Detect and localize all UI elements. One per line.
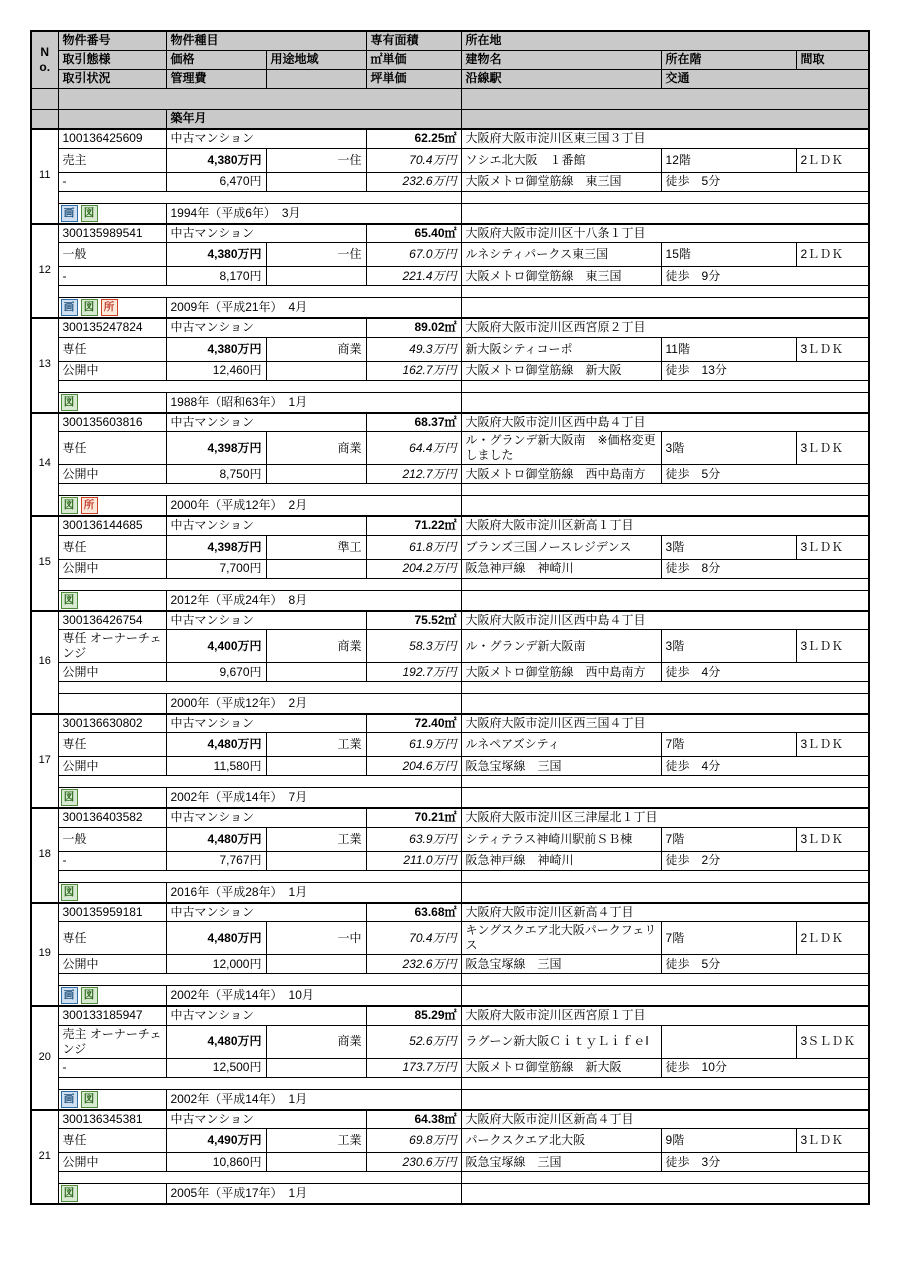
built-spacer [461, 1089, 869, 1110]
management-fee: 8,750円 [166, 465, 266, 484]
layout: 2ＬＤＫ [796, 148, 869, 172]
status: - [58, 1058, 166, 1077]
header-spacer-right [461, 88, 869, 109]
zone-empty [266, 757, 366, 776]
sqm-price: 52.6万円 [366, 1025, 461, 1058]
layout: 3ＬＤＫ [796, 1129, 869, 1153]
area-value: 68.37㎡ [366, 413, 461, 432]
row-no: 20 [31, 1006, 58, 1110]
zone-empty [266, 663, 366, 682]
management-fee: 7,700円 [166, 559, 266, 578]
transit: 徒歩 5分 [661, 172, 869, 191]
header-no-spacer-2 [31, 109, 58, 129]
transit: 徒歩 13分 [661, 361, 869, 380]
price: 4,480万円 [166, 922, 266, 955]
icon-cell [58, 392, 166, 413]
price: 4,398万円 [166, 535, 266, 559]
transit: 徒歩 2分 [661, 851, 869, 870]
header-built: 築年月 [166, 109, 461, 129]
header-property-type: 物件種目 [166, 31, 366, 50]
management-fee: 9,670円 [166, 663, 266, 682]
address: 大阪府大阪市淀川区西宮原２丁目 [461, 318, 869, 337]
header-property-number: 物件番号 [58, 31, 166, 50]
built-date: 1994年（平成6年） 3月 [166, 203, 461, 224]
property-number: 300136403582 [58, 808, 166, 827]
address: 大阪府大阪市淀川区西三国４丁目 [461, 714, 869, 733]
property-number: 300135603816 [58, 413, 166, 432]
built-spacer [461, 590, 869, 611]
area-value: 64.38㎡ [366, 1110, 461, 1129]
property-number: 300136630802 [58, 714, 166, 733]
image-icon[interactable]: 画 [61, 987, 78, 1004]
zone: 商業 [266, 630, 366, 663]
icon-cell [58, 298, 166, 319]
status: - [58, 172, 166, 191]
header-price: 価格 [166, 50, 266, 69]
built-spacer [461, 694, 869, 714]
building-name: ソシエ北大阪 １番館 [461, 148, 661, 172]
built-date: 2000年（平成12年） 2月 [166, 496, 461, 517]
zone-empty [266, 465, 366, 484]
row-no: 18 [31, 808, 58, 903]
transaction-type: 専任 [58, 432, 166, 465]
layout: 3ＬＤＫ [796, 535, 869, 559]
header-tsubo-price: 坪単価 [366, 69, 461, 88]
property-number: 100136425609 [58, 129, 166, 148]
building-name: キングスクエア北大阪パークフェリス [461, 922, 661, 955]
floor: 9階 [661, 1129, 796, 1153]
address: 大阪府大阪市淀川区西宮原１丁目 [461, 1006, 869, 1025]
zone: 一中 [266, 922, 366, 955]
zone-empty [266, 267, 366, 286]
transit: 徒歩 5分 [661, 465, 869, 484]
built-spacer [461, 203, 869, 224]
management-fee: 6,470円 [166, 172, 266, 191]
status: 公開中 [58, 465, 166, 484]
property-type: 中古マンション [166, 714, 366, 733]
transaction-type: 専任 [58, 1129, 166, 1153]
building-name: ラグーン新大阪ＣｉｔｙＬｉｆｅⅠ [461, 1025, 661, 1058]
status: 公開中 [58, 361, 166, 380]
built-date: 2009年（平成21年） 4月 [166, 298, 461, 319]
property-type: 中古マンション [166, 611, 366, 630]
area-value: 65.40㎡ [366, 224, 461, 243]
spacer-right [461, 776, 869, 788]
tsubo-price: 192.7万円 [366, 663, 461, 682]
map-icon[interactable]: 図 [81, 205, 98, 222]
layout: 3ＬＤＫ [796, 733, 869, 757]
status: - [58, 851, 166, 870]
spacer-right [461, 1077, 869, 1089]
property-number: 300136426754 [58, 611, 166, 630]
row-no: 11 [31, 129, 58, 224]
tsubo-price: 204.2万円 [366, 559, 461, 578]
property-number: 300135989541 [58, 224, 166, 243]
built-spacer [461, 298, 869, 319]
sqm-price: 49.3万円 [366, 337, 461, 361]
spacer-left [58, 578, 461, 590]
sqm-price: 63.9万円 [366, 827, 461, 851]
spacer-right [461, 191, 869, 203]
price: 4,380万円 [166, 337, 266, 361]
header-floor: 所在階 [661, 50, 796, 69]
status: 公開中 [58, 1153, 166, 1172]
row-no: 13 [31, 318, 58, 413]
image-icon[interactable]: 画 [61, 205, 78, 222]
zone: 準工 [266, 535, 366, 559]
image-icon[interactable]: 画 [61, 299, 78, 316]
area-value: 62.25㎡ [366, 129, 461, 148]
tsubo-price: 211.0万円 [366, 851, 461, 870]
management-fee: 11,580円 [166, 757, 266, 776]
transaction-type: 売主 [58, 148, 166, 172]
station: 大阪メトロ御堂筋線 西中島南方 [461, 465, 661, 484]
property-type: 中古マンション [166, 318, 366, 337]
header-address: 所在地 [461, 31, 869, 50]
built-spacer [461, 788, 869, 809]
header-zone: 用途地域 [266, 50, 366, 69]
price: 4,480万円 [166, 733, 266, 757]
row-no: 15 [31, 516, 58, 611]
floor: 7階 [661, 733, 796, 757]
building-name: ルネペアズシティ [461, 733, 661, 757]
layout: 3ＬＤＫ [796, 432, 869, 465]
header-status: 取引状況 [58, 69, 166, 88]
management-fee: 12,000円 [166, 955, 266, 974]
row-no: 16 [31, 611, 58, 714]
floor [661, 1025, 796, 1058]
station: 大阪メトロ御堂筋線 新大阪 [461, 1058, 661, 1077]
address: 大阪府大阪市淀川区新高４丁目 [461, 1110, 869, 1129]
icon-cell [58, 986, 166, 1007]
header-building: 建物名 [461, 50, 661, 69]
built-date: 1988年（昭和63年） 1月 [166, 392, 461, 413]
zone-empty [266, 1153, 366, 1172]
zone-empty [266, 559, 366, 578]
area-value: 89.02㎡ [366, 318, 461, 337]
header-layout: 間取 [796, 50, 869, 69]
building-name: 新大阪シティコーポ [461, 337, 661, 361]
price: 4,400万円 [166, 630, 266, 663]
built-spacer [461, 1184, 869, 1205]
floor: 12階 [661, 148, 796, 172]
zone: 一住 [266, 148, 366, 172]
status: - [58, 267, 166, 286]
map-icon[interactable]: 図 [61, 1185, 78, 1202]
management-fee: 12,460円 [166, 361, 266, 380]
property-listing-table [30, 30, 870, 1205]
zone: 商業 [266, 432, 366, 465]
built-date: 2005年（平成17年） 1月 [166, 1184, 461, 1205]
area-value: 71.22㎡ [366, 516, 461, 535]
property-type: 中古マンション [166, 129, 366, 148]
row-no: 21 [31, 1110, 58, 1205]
station: 阪急宝塚線 三国 [461, 955, 661, 974]
header-no: No. [31, 31, 58, 88]
property-number: 300135247824 [58, 318, 166, 337]
floor: 7階 [661, 827, 796, 851]
building-name: ル・グランデ新大阪南 ※価格変更しました [461, 432, 661, 465]
map-icon[interactable]: 図 [61, 592, 78, 609]
map-icon[interactable]: 図 [81, 1091, 98, 1108]
property-type: 中古マンション [166, 413, 366, 432]
sqm-price: 70.4万円 [366, 148, 461, 172]
floor: 7階 [661, 922, 796, 955]
station: 阪急宝塚線 三国 [461, 757, 661, 776]
icon-cell [58, 590, 166, 611]
address: 大阪府大阪市淀川区十八条１丁目 [461, 224, 869, 243]
spacer-right [461, 870, 869, 882]
zone: 商業 [266, 1025, 366, 1058]
floor: 3階 [661, 535, 796, 559]
address: 大阪府大阪市淀川区西中島４丁目 [461, 611, 869, 630]
area-value: 75.52㎡ [366, 611, 461, 630]
building-name: ルネシティパークス東三国 [461, 243, 661, 267]
zone: 一住 [266, 243, 366, 267]
spacer-left [58, 776, 461, 788]
property-number: 300136144685 [58, 516, 166, 535]
built-spacer [461, 882, 869, 903]
station: 阪急宝塚線 三国 [461, 1153, 661, 1172]
area-value: 72.40㎡ [366, 714, 461, 733]
location-icon[interactable]: 所 [81, 497, 98, 514]
management-fee: 8,170円 [166, 267, 266, 286]
icon-cell [58, 203, 166, 224]
spacer-right [461, 286, 869, 298]
table-header [31, 31, 869, 129]
spacer-left [58, 682, 461, 694]
area-value: 70.21㎡ [366, 808, 461, 827]
built-date: 2016年（平成28年） 1月 [166, 882, 461, 903]
tsubo-price: 204.6万円 [366, 757, 461, 776]
transit: 徒歩 9分 [661, 267, 869, 286]
property-type: 中古マンション [166, 224, 366, 243]
spacer-right [461, 484, 869, 496]
spacer-right [461, 380, 869, 392]
transit: 徒歩 8分 [661, 559, 869, 578]
sqm-price: 70.4万円 [366, 922, 461, 955]
header-spacer-left [58, 88, 461, 109]
zone-empty [266, 361, 366, 380]
spacer-left [58, 870, 461, 882]
zone-empty [266, 955, 366, 974]
spacer-right [461, 974, 869, 986]
tsubo-price: 173.7万円 [366, 1058, 461, 1077]
property-type: 中古マンション [166, 808, 366, 827]
layout: 3ＬＤＫ [796, 337, 869, 361]
transit: 徒歩 4分 [661, 663, 869, 682]
map-icon[interactable]: 図 [61, 394, 78, 411]
tsubo-price: 212.7万円 [366, 465, 461, 484]
layout: 2ＬＤＫ [796, 922, 869, 955]
layout: 3ＳＬＤＫ [796, 1025, 869, 1058]
built-spacer [461, 986, 869, 1007]
transaction-type: 専任 [58, 535, 166, 559]
station: 大阪メトロ御堂筋線 東三国 [461, 267, 661, 286]
layout: 3ＬＤＫ [796, 630, 869, 663]
price: 4,480万円 [166, 827, 266, 851]
header-station: 沿線駅 [461, 69, 661, 88]
transit: 徒歩 10分 [661, 1058, 869, 1077]
floor: 3階 [661, 630, 796, 663]
station: 阪急神戸線 神崎川 [461, 851, 661, 870]
zone-empty [266, 1058, 366, 1077]
header-built-spacer [461, 109, 869, 129]
spacer-left [58, 974, 461, 986]
status: 公開中 [58, 663, 166, 682]
area-value: 63.68㎡ [366, 903, 461, 922]
table-body [31, 129, 869, 1204]
spacer-left [58, 1172, 461, 1184]
transaction-type: 専任 [58, 922, 166, 955]
built-date: 2002年（平成14年） 10月 [166, 986, 461, 1007]
spacer-left [58, 1077, 461, 1089]
property-type: 中古マンション [166, 516, 366, 535]
built-date: 2002年（平成14年） 7月 [166, 788, 461, 809]
spacer-right [461, 1172, 869, 1184]
map-icon[interactable]: 図 [61, 884, 78, 901]
zone-empty [266, 172, 366, 191]
tsubo-price: 162.7万円 [366, 361, 461, 380]
sqm-price: 64.4万円 [366, 432, 461, 465]
floor: 11階 [661, 337, 796, 361]
header-transaction: 取引態様 [58, 50, 166, 69]
spacer-left [58, 484, 461, 496]
transaction-type: 一般 [58, 243, 166, 267]
row-no: 19 [31, 903, 58, 1007]
property-number: 300135959181 [58, 903, 166, 922]
address: 大阪府大阪市淀川区東三国３丁目 [461, 129, 869, 148]
layout: 3ＬＤＫ [796, 827, 869, 851]
address: 大阪府大阪市淀川区新高４丁目 [461, 903, 869, 922]
zone: 工業 [266, 1129, 366, 1153]
icon-cell [58, 1184, 166, 1205]
price: 4,398万円 [166, 432, 266, 465]
map-icon[interactable]: 図 [61, 497, 78, 514]
header-management-fee: 管理費 [166, 69, 266, 88]
icon-cell [58, 788, 166, 809]
header-sqm-price: ㎡単価 [366, 50, 461, 69]
row-no: 12 [31, 224, 58, 319]
transit: 徒歩 5分 [661, 955, 869, 974]
built-spacer [461, 392, 869, 413]
transaction-type: 専任 オーナーチェンジ [58, 630, 166, 663]
map-icon[interactable]: 図 [81, 987, 98, 1004]
building-name: ル・グランデ新大阪南 [461, 630, 661, 663]
icon-cell [58, 496, 166, 517]
transaction-type: 専任 [58, 337, 166, 361]
spacer-left [58, 191, 461, 203]
header-built-blank [58, 109, 166, 129]
header-transit: 交通 [661, 69, 869, 88]
built-date: 2000年（平成12年） 2月 [166, 694, 461, 714]
zone: 工業 [266, 827, 366, 851]
transaction-type: 売主 オーナーチェンジ [58, 1025, 166, 1058]
price: 4,490万円 [166, 1129, 266, 1153]
spacer-left [58, 380, 461, 392]
property-type: 中古マンション [166, 1006, 366, 1025]
management-fee: 12,500円 [166, 1058, 266, 1077]
property-type: 中古マンション [166, 903, 366, 922]
sqm-price: 58.3万円 [366, 630, 461, 663]
station: 大阪メトロ御堂筋線 東三国 [461, 172, 661, 191]
icon-cell [58, 1089, 166, 1110]
status: 公開中 [58, 955, 166, 974]
status: 公開中 [58, 559, 166, 578]
transaction-type: 専任 [58, 733, 166, 757]
map-icon[interactable]: 図 [61, 789, 78, 806]
location-icon[interactable]: 所 [101, 299, 118, 316]
spacer-left [58, 286, 461, 298]
station: 大阪メトロ御堂筋線 新大阪 [461, 361, 661, 380]
tsubo-price: 230.6万円 [366, 1153, 461, 1172]
address: 大阪府大阪市淀川区西中島４丁目 [461, 413, 869, 432]
header-area: 専有面積 [366, 31, 461, 50]
management-fee: 10,860円 [166, 1153, 266, 1172]
built-date: 2012年（平成24年） 8月 [166, 590, 461, 611]
sqm-price: 61.8万円 [366, 535, 461, 559]
header-no-spacer-1 [31, 88, 58, 109]
price: 4,380万円 [166, 148, 266, 172]
transaction-type: 一般 [58, 827, 166, 851]
building-name: シティテラス神崎川駅前ＳＢ棟 [461, 827, 661, 851]
zone: 工業 [266, 733, 366, 757]
image-icon[interactable]: 画 [61, 1091, 78, 1108]
spacer-right [461, 578, 869, 590]
icon-cell [58, 882, 166, 903]
tsubo-price: 232.6万円 [366, 172, 461, 191]
icon-cell [58, 694, 166, 714]
station: 大阪メトロ御堂筋線 西中島南方 [461, 663, 661, 682]
building-name: パークスクエア北大阪 [461, 1129, 661, 1153]
property-number: 300136345381 [58, 1110, 166, 1129]
tsubo-price: 232.6万円 [366, 955, 461, 974]
price: 4,380万円 [166, 243, 266, 267]
spacer-right [461, 682, 869, 694]
sqm-price: 61.9万円 [366, 733, 461, 757]
building-name: ブランズ三国ノースレジデンス [461, 535, 661, 559]
map-icon[interactable]: 図 [81, 299, 98, 316]
address: 大阪府大阪市淀川区三津屋北１丁目 [461, 808, 869, 827]
station: 阪急神戸線 神崎川 [461, 559, 661, 578]
floor: 15階 [661, 243, 796, 267]
sqm-price: 69.8万円 [366, 1129, 461, 1153]
sqm-price: 67.0万円 [366, 243, 461, 267]
tsubo-price: 221.4万円 [366, 267, 461, 286]
row-no: 17 [31, 714, 58, 809]
status: 公開中 [58, 757, 166, 776]
layout: 2ＬＤＫ [796, 243, 869, 267]
management-fee: 7,767円 [166, 851, 266, 870]
property-number: 300133185947 [58, 1006, 166, 1025]
row-no: 14 [31, 413, 58, 517]
floor: 3階 [661, 432, 796, 465]
built-date: 2002年（平成14年） 1月 [166, 1089, 461, 1110]
address: 大阪府大阪市淀川区新高１丁目 [461, 516, 869, 535]
transit: 徒歩 3分 [661, 1153, 869, 1172]
header-zone-blank [266, 69, 366, 88]
price: 4,480万円 [166, 1025, 266, 1058]
zone-empty [266, 851, 366, 870]
zone: 商業 [266, 337, 366, 361]
transit: 徒歩 4分 [661, 757, 869, 776]
built-spacer [461, 496, 869, 517]
property-type: 中古マンション [166, 1110, 366, 1129]
area-value: 85.29㎡ [366, 1006, 461, 1025]
